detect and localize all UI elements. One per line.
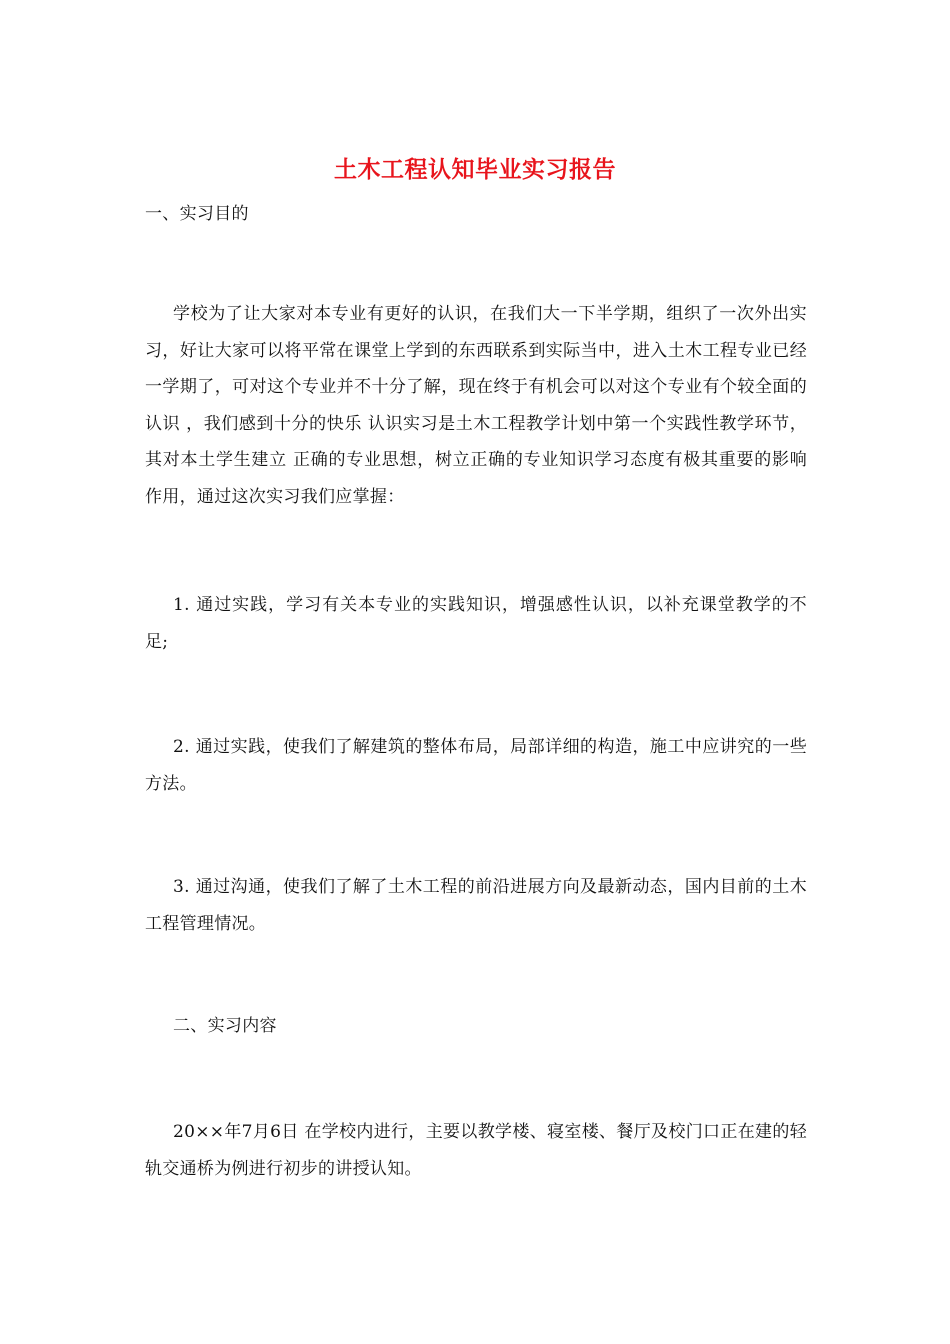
section-heading-purpose: 一、实习目的 [145, 204, 249, 224]
list-item-3: 3. 通过沟通，使我们了解了土木工程的前沿进展方向及最新动态，国内目前的土木工程管理情况。 [145, 877, 807, 934]
section-heading-content: 二、实习内容 [173, 1016, 277, 1036]
intro-paragraph: 学校为了让大家对本专业有更好的认识，在我们大一下半学期，组织了一次外出实习，好让大家可以将平常在课堂上学到的东西联系到实际当中，进入土木工程专业已经一学期了，可对这个专业并不十分了解，现在终于有机会可以对这个专业有个较全面的认识 ，我们感到十分的快乐 认识实习是土木工程教学计划中第一个实践性教学环节，其对本土学生建立 正确的专业思想，树立正确的专业知识学习态度有极其重要的影响作用，通过这次实习我们应掌握： [145, 304, 807, 507]
content-paragraph: 20××年7月6日 在学校内进行，主要以教学楼、寝室楼、餐厅及校门口正在建的轻轨交通桥为例进行初步的讲授认知。 [145, 1122, 807, 1179]
list-item-1: 1. 通过实践，学习有关本专业的实践知识，增强感性认识，以补充课堂教学的不足; [145, 595, 807, 652]
document-title: 土木工程认知毕业实习报告 [334, 156, 616, 183]
list-item-2: 2. 通过实践，使我们了解建筑的整体布局，局部详细的构造，施工中应讲究的一些方法。 [145, 737, 807, 794]
